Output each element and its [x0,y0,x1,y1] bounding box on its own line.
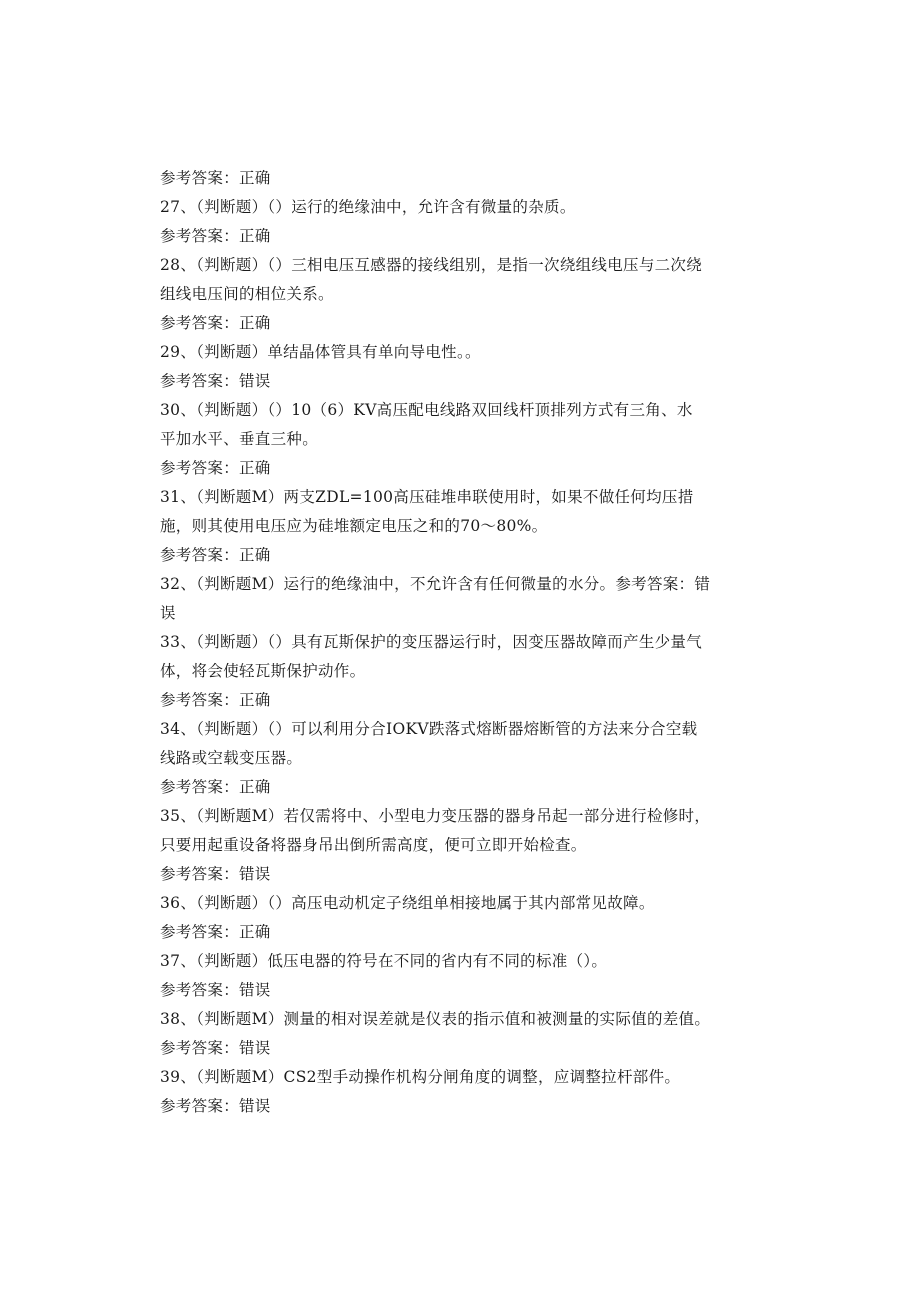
question-31: 31、（判断题M）两支ZDL=100高压硅堆串联使用时，如果不做任何均压措 [160,488,694,506]
question-39: 39、（判断题M）CS2型手动操作机构分闸角度的调整，应调整拉杆部件。 [160,1068,681,1086]
answer-line: 参考答案：正确 [160,923,271,941]
answer-line: 参考答案：错误 [160,981,271,999]
answer-line: 参考答案：正确 [160,227,271,245]
question-28: 28、（判断题）（）三相电压互感器的接线组别，是指一次绕组线电压与二次绕 [160,256,703,274]
question-31-cont: 施，则其使用电压应为硅堆额定电压之和的70〜80%。 [160,517,548,535]
question-35-cont: 只要用起重设备将器身吊出倒所需高度，便可立即开始检查。 [160,836,587,854]
answer-line: 参考答案：错误 [160,1097,271,1115]
answer-line: 参考答案：错误 [160,1039,271,1057]
question-33-cont: 体，将会使轻瓦斯保护动作。 [160,662,366,680]
answer-line: 参考答案：正确 [160,169,271,187]
question-30-cont: 平加水平、垂直三种。 [160,430,319,448]
answer-line: 参考答案：正确 [160,691,271,709]
question-36: 36、（判断题）（）高压电动机定子绕组单相接地属于其内部常见故障。 [160,894,655,912]
question-37: 37、（判断题）低压电器的符号在不同的省内有不同的标准（）。 [160,952,608,970]
question-28-cont: 组线电压间的相位关系。 [160,285,334,303]
answer-line: 参考答案：正确 [160,546,271,564]
question-32: 32、（判断题M）运行的绝缘油中，不允许含有任何微量的水分。参考答案：错 [160,575,711,593]
question-34-cont: 线路或空载变压器。 [160,749,303,767]
answer-line: 参考答案：正确 [160,314,271,332]
question-27: 27、（判断题）（）运行的绝缘油中，允许含有微量的杂质。 [160,198,576,216]
answer-line: 参考答案：错误 [160,372,271,390]
answer-line: 参考答案：正确 [160,778,271,796]
question-35: 35、（判断题M）若仅需将中、小型电力变压器的器身吊起一部分进行检修时， [160,807,711,825]
document-body [160,164,760,1121]
question-33: 33、（判断题）（）具有瓦斯保护的变压器运行时，因变压器故障而产生少量气 [160,633,703,651]
question-34: 34、（判断题）（）可以利用分合IOKV跌落式熔断器熔断管的方法来分合空载 [160,720,698,738]
answer-line: 参考答案：错误 [160,865,271,883]
answer-line: 参考答案：正确 [160,459,271,477]
question-30: 30、（判断题）（）10（6）KV高压配电线路双回线杆顶排列方式有三角、水 [160,401,693,419]
question-29: 29、（判断题）单结晶体管具有单向导电性。。 [160,343,481,361]
question-38: 38、（判断题M）测量的相对误差就是仪表的指示值和被测量的实际值的差值。 [160,1010,711,1028]
question-32-cont: 误 [160,604,176,622]
